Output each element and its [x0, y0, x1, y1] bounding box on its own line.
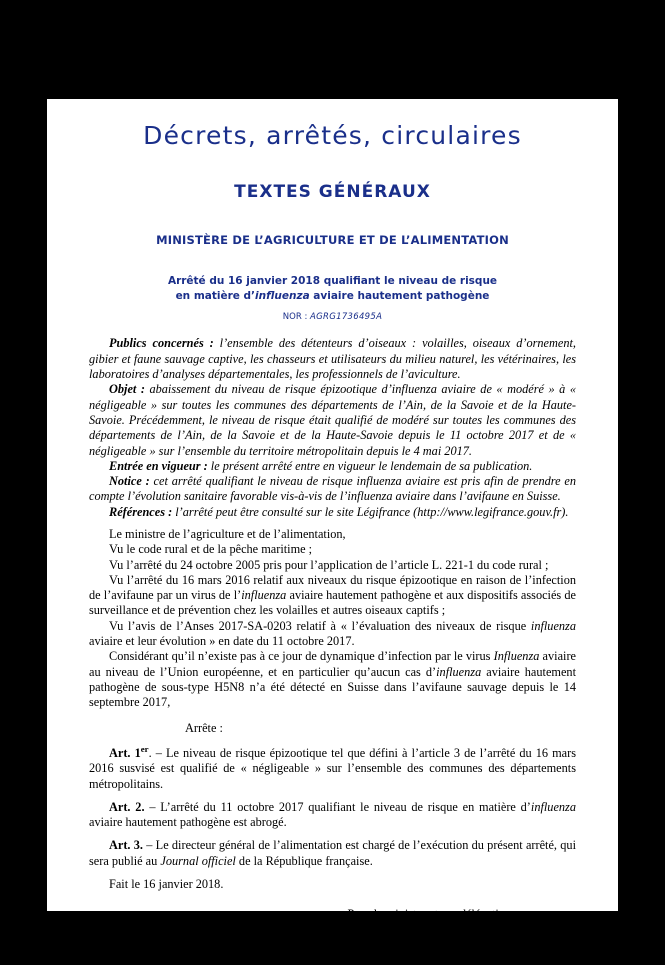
paragraph-publics [89, 336, 576, 382]
paragraph-vu-1: Vu le code rural et de la pêche maritime ; [109, 542, 313, 557]
article-2 [89, 800, 576, 831]
references-label: Références : [109, 504, 173, 519]
entree-label: Entrée en vigueur : [109, 458, 208, 473]
article-1 [89, 744, 576, 792]
signature-line-1: Pour le ministre et par délégation : [347, 907, 518, 922]
decree-title-line1: Arrêté du 16 janvier 2018 qualifiant le niveau de risque [167, 275, 498, 287]
decree-title-line2-suffix: aviaire hautement pathogène [309, 290, 490, 303]
decree-title-line2-prefix: en matière d’ [175, 290, 256, 303]
publics-label: Publics concernés : [109, 336, 214, 351]
paragraph-references [89, 505, 576, 520]
vu4-part-a: Vu l’avis de l’Anses 2017-SA-0203 relatif à « l’évaluation des niveaux de risque [109, 618, 531, 633]
vu3-part-a: Vu l’arrêté du 16 mars 2016 relatif aux niveaux du risque épizootique en raison de l’infection de l’avifaune par un virus de l’ [89, 572, 576, 603]
article-2-text-a: – L’arrêté du 11 octobre 2017 qualifiant le niveau de risque en matière d’ [144, 799, 531, 814]
decree-title-influenza: influenza [255, 290, 310, 303]
paragraph-fait: Fait le 16 janvier 2018. [109, 877, 224, 892]
notice-label: Notice : [109, 474, 150, 489]
document-page [47, 99, 618, 954]
article-1-label: Art. 1 [109, 745, 141, 760]
page-title: Décrets, arrêtés, circulaires [143, 121, 522, 150]
paragraph-considerant [89, 649, 576, 710]
notice-text: cet arrêté qualifiant le niveau de risque influenza aviaire est pris afin de prendre en compte l’évolution sanitaire favorable vis-à-vis de l’influenza aviaire dans l’avifaune en Suisse. [89, 474, 576, 504]
considerant-part-b: aviaire au niveau de l’Union européenne, et en particulier qu’aucun cas d’ [89, 649, 577, 679]
article-2-influenza: influenza [530, 799, 576, 814]
article-3 [89, 838, 576, 869]
article-2-label: Art. 2. [109, 799, 145, 814]
section-heading: TEXTES GÉNÉRAUX [234, 182, 431, 202]
vu4-part-b: aviaire et leur évolution » en date du 11 octobre 2017. [89, 634, 355, 649]
paragraph-entree-en-vigueur [89, 459, 576, 474]
paragraph-vu-3 [89, 573, 576, 619]
article-3-label: Art. 3. [109, 838, 143, 853]
article-1-text: . – Le niveau de risque épizootique tel que défini à l’article 3 de l’arrêté du 16 mars 2016 susvisé est qualifié de « négligeable » sur l’ensemble des communes des départements métropolitains. [89, 745, 576, 791]
ministry-heading: MINISTÈRE DE L’AGRICULTURE ET DE L’ALIMENTATION [156, 233, 509, 247]
objet-label: Objet : [109, 382, 145, 397]
document-body [89, 336, 576, 955]
signature-line-2: Le directeur général de l’alimentation, [336, 923, 529, 938]
signature-lastname: EHAUMONT [412, 942, 473, 954]
vu3-influenza: influenza [241, 588, 287, 603]
considerant-part-c: aviaire hautement pathogène de sous-type H5N8 n’a été détecté en Suisse dans l’avifaune sauvage depuis le 14 septembre 2017, [89, 664, 576, 710]
references-text: l’arrêté peut être consulté sur le site Légifrance (http://www.legifrance.gouv.fr). [172, 504, 569, 519]
nor-value: AGRG1736495A [310, 312, 383, 323]
considerant-influenza-2: influenza [436, 664, 482, 679]
paragraph-ministre: Le ministre de l’agriculture et de l’alimentation, [109, 527, 346, 541]
nor-label: NOR : [282, 312, 308, 323]
nor-line [89, 312, 576, 322]
paragraph-vu-2: Vu l’arrêté du 24 octobre 2005 pris pour l’application de l’article L. 221-1 du code rural ; [109, 557, 549, 572]
considerant-part-a: Considérant qu’il n’existe pas à ce jour de dynamique d’infection par le virus [109, 649, 494, 664]
signature-name [289, 939, 576, 955]
article-3-text-b: de la République française. [235, 853, 373, 868]
paragraph-notice [89, 474, 576, 505]
paragraph-vu-4 [89, 619, 576, 650]
paragraph-arrete: Arrête : [185, 720, 223, 735]
signature-block [89, 907, 576, 955]
decree-title [89, 274, 576, 304]
entree-text: le présent arrêté entre en vigueur le lendemain de sa publication. [207, 458, 533, 473]
objet-text: abaissement du niveau de risque épizootique d’influenza aviaire de « modéré » à « négligeable » sur toutes les communes des départements de l’Ain, de la Savoie et de la Haute-Savoie. Précédemment, le niveau de risque était qualifié de modéré sur toutes les communes des départements de l’Ain, de la Savoie et de la Haute-Savoie depuis le 11 octobre 2017 et de « négligeable » sur l’ensemble du territoire métropolitain depuis le 4 mai 2017. [89, 382, 577, 458]
considerant-influenza-1: Influenza [493, 649, 540, 664]
publics-text: l’ensemble des détenteurs d’oiseaux : volailles, oiseaux d’ornement, gibier et faune sauvage captive, les chasseurs et utilisateurs du milieu naturel, les vétérinaires, les laboratoires d’analyses départementales, les professionnels de l’aviculture. [89, 336, 576, 382]
vu3-part-b: aviaire hautement pathogène et aux dispositifs associés de surveillance et de prévention chez les volailles et autres oiseaux captifs ; [89, 588, 577, 618]
article-2-text-b: aviaire hautement pathogène est abrogé. [89, 815, 287, 830]
paragraph-objet [89, 382, 576, 458]
article-3-journal-officiel: Journal officiel [160, 853, 236, 868]
vu4-influenza: influenza [530, 618, 576, 633]
signature-initials: P. D [392, 939, 413, 954]
article-3-text-a: – Le directeur général de l’alimentation est chargé de l’exécution du présent arrêté, qui sera publié au [89, 838, 576, 868]
article-1-sup: er [140, 743, 149, 754]
page-content [47, 99, 618, 965]
